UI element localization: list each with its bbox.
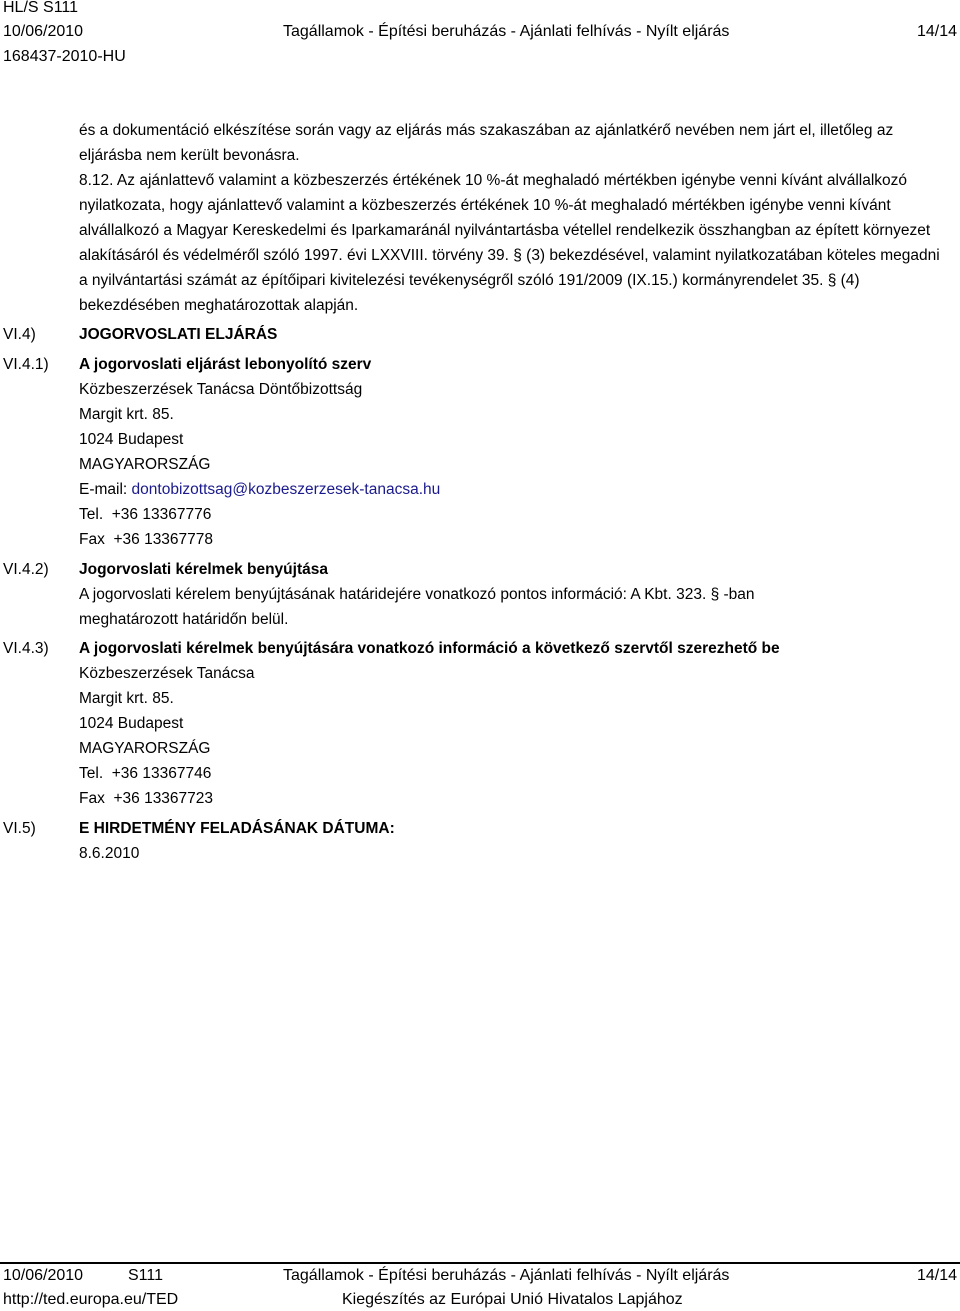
review-body-street: Margit krt. 85. [79,406,174,423]
item-8-12-text: 8.12. Az ajánlattevő valamint a közbeszerzés értékének 10 %-át meghaladó mértékben igénybe venni kívánt alvállalkozó nyilatkozata, hogy ajánlattevő valamint a közbeszerzés értékének 10 %-át meghaladó mértékben igénybe venni kívánt alvállalkozó a Magyar Kereskedelmi és Iparkamaránál nyilvántartásba vétellel rendelkezik összhangban az épített környezet alakításáról és védelméről szóló 1997. évi LXXVIII. törvény 39. § (3) bekezdésével, valamint nyilatkozatában köteles megadni a nyilvántartási számát az építőipari kivitelezési tevékenységről szóló 191/2009 (IX.15.) kormányrendelet 35. § (4) bekezdésében meghatározottak alapján. [79,172,940,314]
section-number-vi43: VI.4.3) [3,640,49,657]
footer-divider [0,1262,960,1264]
tel-value: +36 13367746 [111,765,212,782]
info-body-street: Margit krt. 85. [79,690,174,707]
review-body-org: Közbeszerzések Tanácsa Döntőbizottság [79,381,363,398]
footer-page: 14/14 [916,1267,957,1284]
review-body-tel-row [79,506,211,524]
deadline-text-line1: A jogorvoslati kérelem benyújtásának határidejére vonatkozó pontos információ: A Kbt. 323. § -ban [79,586,755,603]
footer-date: 10/06/2010 [3,1267,84,1284]
fax-label: Fax [79,790,105,807]
fax-value: +36 13367778 [113,531,214,548]
footer-publisher: Kiegészítés az Európai Unió Hivatalos Lapjához [342,1291,683,1308]
review-body-fax-row [79,531,213,549]
intro-paragraph [79,118,949,318]
info-body-city: 1024 Budapest [79,715,184,732]
email-link[interactable]: dontobizottsag@kozbeszerzesek-tanacsa.hu [131,481,441,498]
section-heading-vi43: A jogorvoslati kérelmek benyújtására vonatkozó információ a következő szervtől szerezhető be [79,640,780,657]
intro-text: és a dokumentáció elkészítése során vagy az eljárás más szakaszában az ajánlatkérő nevében nem járt el, illetőleg az eljárásba nem került bevonásra. [79,122,894,164]
footer-title: Tagállamok - Építési beruházás - Ajánlati felhívás - Nyílt eljárás [283,1267,730,1284]
section-heading-vi42: Jogorvoslati kérelmek benyújtása [79,561,328,578]
review-body-country: MAGYARORSZÁG [79,456,211,473]
review-body-city: 1024 Budapest [79,431,184,448]
section-heading-vi41: A jogorvoslati eljárást lebonyolító szerv [79,356,372,373]
footer-url[interactable]: http://ted.europa.eu/TED [3,1291,179,1308]
review-body-email-row [79,481,440,499]
tel-label: Tel. [79,506,104,523]
header-page: 14/14 [916,23,957,40]
section-number-vi41: VI.4.1) [3,356,49,373]
section-number-vi4: VI.4) [3,326,36,343]
info-body-org: Közbeszerzések Tanácsa [79,665,255,682]
doc-code: HL/S S111 [3,0,79,16]
deadline-text-line2: meghatározott határidőn belül. [79,611,289,628]
tel-value: +36 13367776 [111,506,212,523]
info-body-country: MAGYARORSZÁG [79,740,211,757]
fax-value: +36 13367723 [113,790,214,807]
section-number-vi5: VI.5) [3,820,36,837]
info-body-tel-row [79,765,211,783]
section-number-vi42: VI.4.2) [3,561,49,578]
header-date: 10/06/2010 [3,23,84,40]
fax-label: Fax [79,531,105,548]
section-heading-vi5: E HIRDETMÉNY FELADÁSÁNAK DÁTUMA: [79,820,395,837]
dispatch-date: 8.6.2010 [79,845,140,862]
header-title: Tagállamok - Építési beruházás - Ajánlati felhívás - Nyílt eljárás [283,23,730,40]
tel-label: Tel. [79,765,104,782]
section-heading-vi4: JOGORVOSLATI ELJÁRÁS [79,326,278,343]
email-label: E-mail: [79,481,128,498]
doc-id: 168437-2010-HU [3,48,126,65]
info-body-fax-row [79,790,213,808]
footer-series: S111 [128,1267,163,1284]
